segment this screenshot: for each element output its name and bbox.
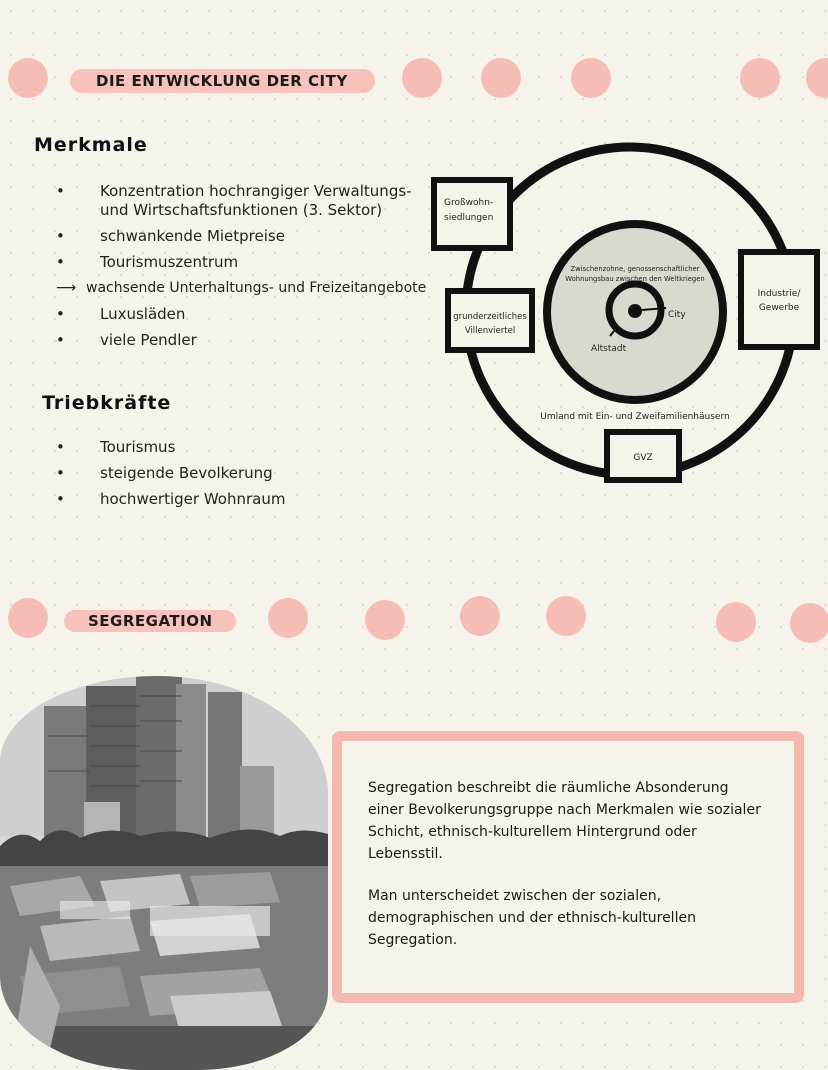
city-label: City: [668, 310, 686, 320]
list-item: • Tourismuszentrum: [56, 253, 436, 272]
decor-dot: [481, 58, 521, 98]
triebkraefte-heading: Triebkräfte: [42, 392, 172, 414]
altstadt-label: Altstadt: [591, 344, 627, 354]
section-title-city: DIE ENTWICKLUNG DER CITY: [70, 69, 375, 93]
decor-dot: [571, 58, 611, 98]
decor-dot: [740, 58, 780, 98]
segregation-definition-box: [332, 731, 804, 1003]
umland-label: Umland mit Ein- und Zweifamilienhäusern: [540, 412, 730, 422]
merkmale-heading: Merkmale: [34, 134, 148, 156]
industrie-box: [741, 252, 817, 347]
villen-label: Villenviertel: [464, 326, 516, 336]
list-item: • Konzentration hochrangiger Verwaltungs- und Wirtschaftsfunktionen (3. Sektor): [56, 182, 436, 220]
industrie-label: Gewerbe: [758, 303, 800, 313]
decor-dot: [8, 58, 48, 98]
list-item: • Luxusläden: [56, 305, 436, 324]
decor-dot: [8, 598, 48, 638]
decor-dot: [546, 596, 586, 636]
city-photo: [0, 676, 328, 1070]
city-core: [628, 304, 642, 318]
villen-label: grunderzeitliches: [453, 312, 527, 322]
list-item-arrow: ⟶ wachsende Unterhaltungs- und Freizeitangebote: [56, 279, 436, 298]
decor-dot: [402, 58, 442, 98]
merkmale-list: [56, 182, 436, 357]
city-model-diagram: [428, 140, 828, 490]
zwischenzone-label: Zwischenzohne, genossenschaftlicher: [570, 265, 700, 273]
industrie-label: Industrie/: [757, 289, 801, 299]
decor-dot: [806, 58, 828, 98]
decor-dot: [790, 603, 828, 643]
section-title-segregation: SEGREGATION: [64, 610, 236, 632]
segregation-paragraph: Man unterscheidet zwischen der sozialen, demographischen und der ethnisch-kulturellen Segregation.: [368, 888, 696, 948]
list-item: • schwankende Mietpreise: [56, 227, 436, 246]
list-item: • viele Pendler: [56, 331, 436, 350]
decor-dot: [716, 602, 756, 642]
gvz-label: GVZ: [633, 453, 653, 463]
city-photo-illustration: [0, 676, 328, 1070]
segregation-paragraph: Segregation beschreibt die räumliche Absonderung einer Bevolkerungsgruppe nach Merkmalen wie sozialer Schicht, ethnisch-kulturellem Hintergrund oder Lebensstil.: [368, 780, 761, 862]
grosswohn-label: siedlungen: [444, 213, 494, 223]
decor-dot: [365, 600, 405, 640]
decor-dot: [460, 596, 500, 636]
list-item: • hochwertiger Wohnraum: [56, 490, 376, 509]
zwischenzone-label: Wohnungsbau zwischen den Weltkriegen: [565, 275, 705, 283]
list-item: • steigende Bevolkerung: [56, 464, 376, 483]
triebkraefte-list: [56, 438, 376, 516]
grosswohn-label: Großwohn-: [444, 198, 494, 208]
list-item: • Tourismus: [56, 438, 376, 457]
decor-dot: [268, 598, 308, 638]
